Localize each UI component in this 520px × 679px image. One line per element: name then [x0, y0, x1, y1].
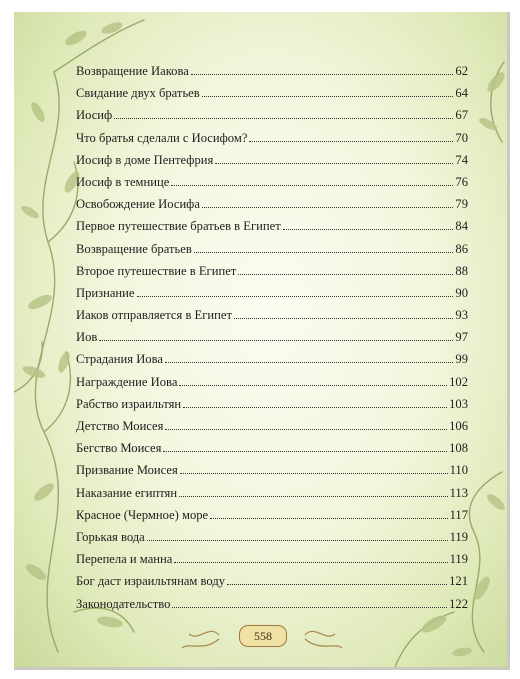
- toc-entry: Бегство Моисея 108: [76, 441, 468, 456]
- toc-entry: Свидание двух братьев 64: [76, 86, 468, 101]
- toc-entry: Освобождение Иосифа 79: [76, 197, 468, 212]
- toc-entry: Возвращение Иакова 62: [76, 64, 468, 78]
- toc-entry: Детство Моисея 106: [76, 419, 468, 433]
- toc-entry: Иосиф 67: [76, 108, 468, 123]
- toc-entry: Перепела и манна 119: [76, 552, 468, 567]
- toc-entry: Иосиф в доме Пентефрия 74: [76, 152, 468, 167]
- toc-entry: Рабство израильтян 103: [76, 396, 468, 411]
- toc-entry: Первое путешествие братьев в Египет 84: [76, 219, 468, 234]
- toc-entry: Призвание Моисея 110: [76, 463, 468, 478]
- toc-entry: Что братья сделали с Иосифом? 70: [76, 130, 468, 145]
- toc-entry: Законодательство 122: [76, 596, 468, 611]
- book-page: [14, 12, 510, 670]
- toc-entry: Возвращение братьев 86: [76, 241, 468, 256]
- toc-entry: Иов 97: [76, 330, 468, 345]
- toc-entry: Горькая вода 119: [76, 529, 468, 544]
- toc-entry: Наказание египтян 113: [76, 485, 468, 500]
- page-number: 558: [239, 625, 287, 647]
- toc-entry: Бог даст израильтянам воду 121: [76, 574, 468, 589]
- table-of-contents: [76, 64, 468, 619]
- toc-entry: Иаков отправляется в Египет 93: [76, 308, 468, 323]
- toc-entry: Признание 90: [76, 285, 468, 300]
- toc-entry: Страдания Иова 99: [76, 352, 468, 367]
- toc-entry: Иосиф в темнице 76: [76, 174, 468, 189]
- toc-entry: Красное (Чермное) море 117: [76, 507, 468, 522]
- toc-entry: Награждение Иова 102: [76, 374, 468, 389]
- toc-entry: Второе путешествие в Египет 88: [76, 263, 468, 278]
